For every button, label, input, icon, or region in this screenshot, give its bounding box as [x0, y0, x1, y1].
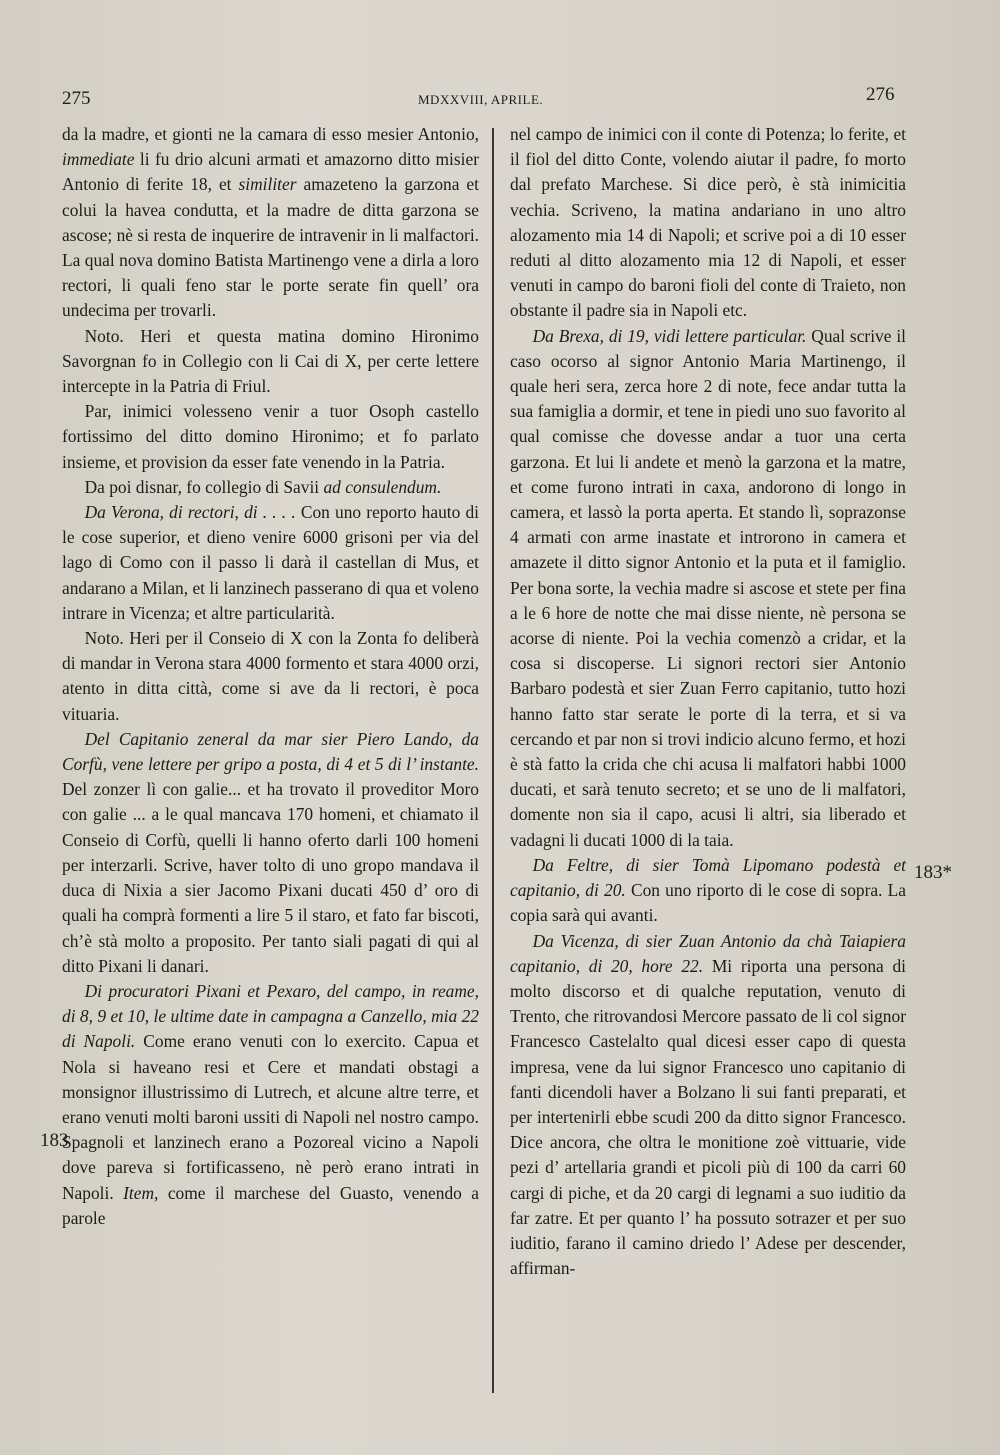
paragraph: nel campo de inimici con il conte di Potenza; lo ferite, et il fiol del ditto Conte, volendo aiutar il padre, fo morto dal prefato Marchese. Si dice però, è stà inimicitia vechia. Scriveno, la matina andariano in uno altro alozamento mia 14 di Napoli; et scrive poi a di 10 esser reduti al ditto alozamento mia 12 di Napoli, et esser venuti in campo do baroni fioli del conte di Traieto, non obstante il padre sia in Napoli etc.	[510, 124, 906, 321]
paragraph: Da Feltre, di sier Tomà Lipomano podestà et capitanio, di 20. Con uno riporto di le cose di sopra. La copia sarà qui avanti.	[510, 854, 906, 926]
left-text-column	[62, 122, 479, 1231]
right-text-column	[510, 122, 906, 1281]
running-title: MDXXVIII, APRILE.	[418, 92, 544, 107]
paragraph: Del Capitanio zeneral da mar sier Piero Lando, da Corfù, vene lettere per gripo a posta, di 4 et 5 di l’ instante. Del zonzer lì con galie... et ha trovato il proveditor Moro con galie ... a le qual mancava 170 homeni, et chiamato il Conseio di Corfù, quelli li hanno oferto darli 100 homeni per interzarli. Scrive, haver tolto di uno gropo mandava il duca di Nixia a sier Jacomo Pixani ducati 450 d’ oro di quali ha comprà formenti a lire 5 il staro, et fato far biscoti, ch’è stà molto a proposito. Per tanto siali pagati di qui al ditto Pixani li danari.	[62, 728, 479, 976]
page-number-left: 275	[62, 88, 91, 109]
paragraph: Noto. Heri et questa matina domino Hironimo Savorgnan fo in Collegio con li Cai di X, per certe lettere intercepte in la Patria di Friul.	[62, 325, 479, 397]
paragraph: Da Vicenza, di sier Zuan Antonio da chà Taiapiera capitanio, di 20, hore 22. Mi riporta una persona di molto discorso et di qualche reputation, venuto di Trento, che ritrovandosi Mercore passato de li col signor Francesco Castelalto qual dicesi esser capo di questa impresa, vene da lui signor Francesco uno capitanio di fanti dicendoli haver a Bolzano li sui fanti preparati, et per intertenirli ebbe scudi 200 da ditto signor Francesco. Dice ancora, che oltra le monitione zoè vittuarie, vide pezi d’ artellaria grandi et picoli più di 100 da carri 60 cargi di piche, et da 20 cargi di legnami a suo iuditio da far zatre. Et per quanto l’ ha possuto sotrazer et per suo iuditio, farano il camino driedo l’ Adese per descender, affirman-	[510, 930, 907, 1279]
paragraph: Di procuratori Pixani et Pexaro, del campo, in reame, di 8, 9 et 10, le ultime date in campagna a Canzello, mia 22 di Napoli. Come erano venuti con lo exercito. Capua et Nola si haveano resi et Cere et mandati obstagi a monsignor illustrissimo di Lutrech, et alcune altre terre, et erano venuti molti baroni ussiti di Napoli nel nostro campo. Spagnoli et lanzinech erano a Pozoreal vicino a Napoli dove pareva si fortificasseno, nè però erano intrati in Napoli. Item, come il marchese del Guasto, venendo a parole	[62, 980, 479, 1228]
paragraph: Noto. Heri per il Conseio di X con la Zonta fo deliberà di mandar in Verona stara 4000 formento et stara 4000 orzi, atento in ditta città, come si ave da li rectori, è poca vituaria.	[62, 628, 479, 724]
margin-note-left: 183	[40, 1130, 69, 1151]
column-divider	[492, 128, 494, 1393]
paragraph: Da Brexa, di 19, vidi lettere particular. Qual scrive il caso ocorso al signor Antonio Maria Martinengo, il quale heri sera, zerca hore 2 di note, fece andar tutta la sua famiglia a dormir, et tene in piedi uno suo favorito al qual comisse che dovesse andar a tuor una certa garzona. Et lui li andete et menò la garzona et la matre, et come furono intrati in caxa, andorono di longo in camera, et lassò la porta aperta. Et stando lì, soprazonse 4 armati con arme inastate et introrono in camera et amazete il ditto signor Antonio et la puta et il famiglio. Per bona sorte, la vechia madre si ascose et stete per fina a le 6 hore de notte che mai disse niente, nè persona se acorse di niente. Poi la vechia comenzò a cridar, et la cosa si discoperse. Li signori rectori sier Antonio Barbaro podestà et sier Zuan Ferro capitanio, tutto hozi hanno fatto star serate le porte di la terra, et si va cercando et par non si trovi indicio alcuno fermo, et hozi è stà fatto la crida che chi acusa li malfatori habbi 1000 ducati, et sarà tenuto secreto; et se uno de li malfatori, domente non sia il capo, acusi li altri, sia liberado et vadagni li ducati 1000 di la taia.	[510, 325, 906, 850]
paragraph: Par, inimici volesseno venir a tuor Osoph castello fortissimo del ditto domino Hironimo; et fo parlato insieme, et provision da esser fate venendo in la Patria.	[62, 401, 479, 472]
paragraph: Da poi disnar, fo collegio di Savii ad consulendum.	[84, 476, 442, 497]
paragraph: Da Verona, di rectori, di . . . . Con uno reporto hauto di le cose superior, et dieno venire 6000 grisoni per via del lago di Como con il passo li darà il castellan di Mus, et andarano a Milan, et li lanzinech passerano di qua et voleno intrare in Vicenza; et altre particularità.	[62, 502, 480, 623]
paragraph: da la madre, et gionti ne la camara di esso mesier Antonio, immediate li fu drio alcuni armati et amazorno ditto misier Antonio di ferite 18, et similiter amazeteno la garzona et colui la havea condutta, et la madre de ditta garzona se ascose; nè si resta de inquerire de intravenir in li malfactori. La qual nova domino Batista Martinengo vene a dirla a loro rectori, li quali feno star le porte serate fin quell’ ora undecima per trovarli.	[62, 124, 479, 321]
page-number-right: 276	[866, 84, 895, 105]
margin-note-right: 183*	[914, 862, 952, 883]
